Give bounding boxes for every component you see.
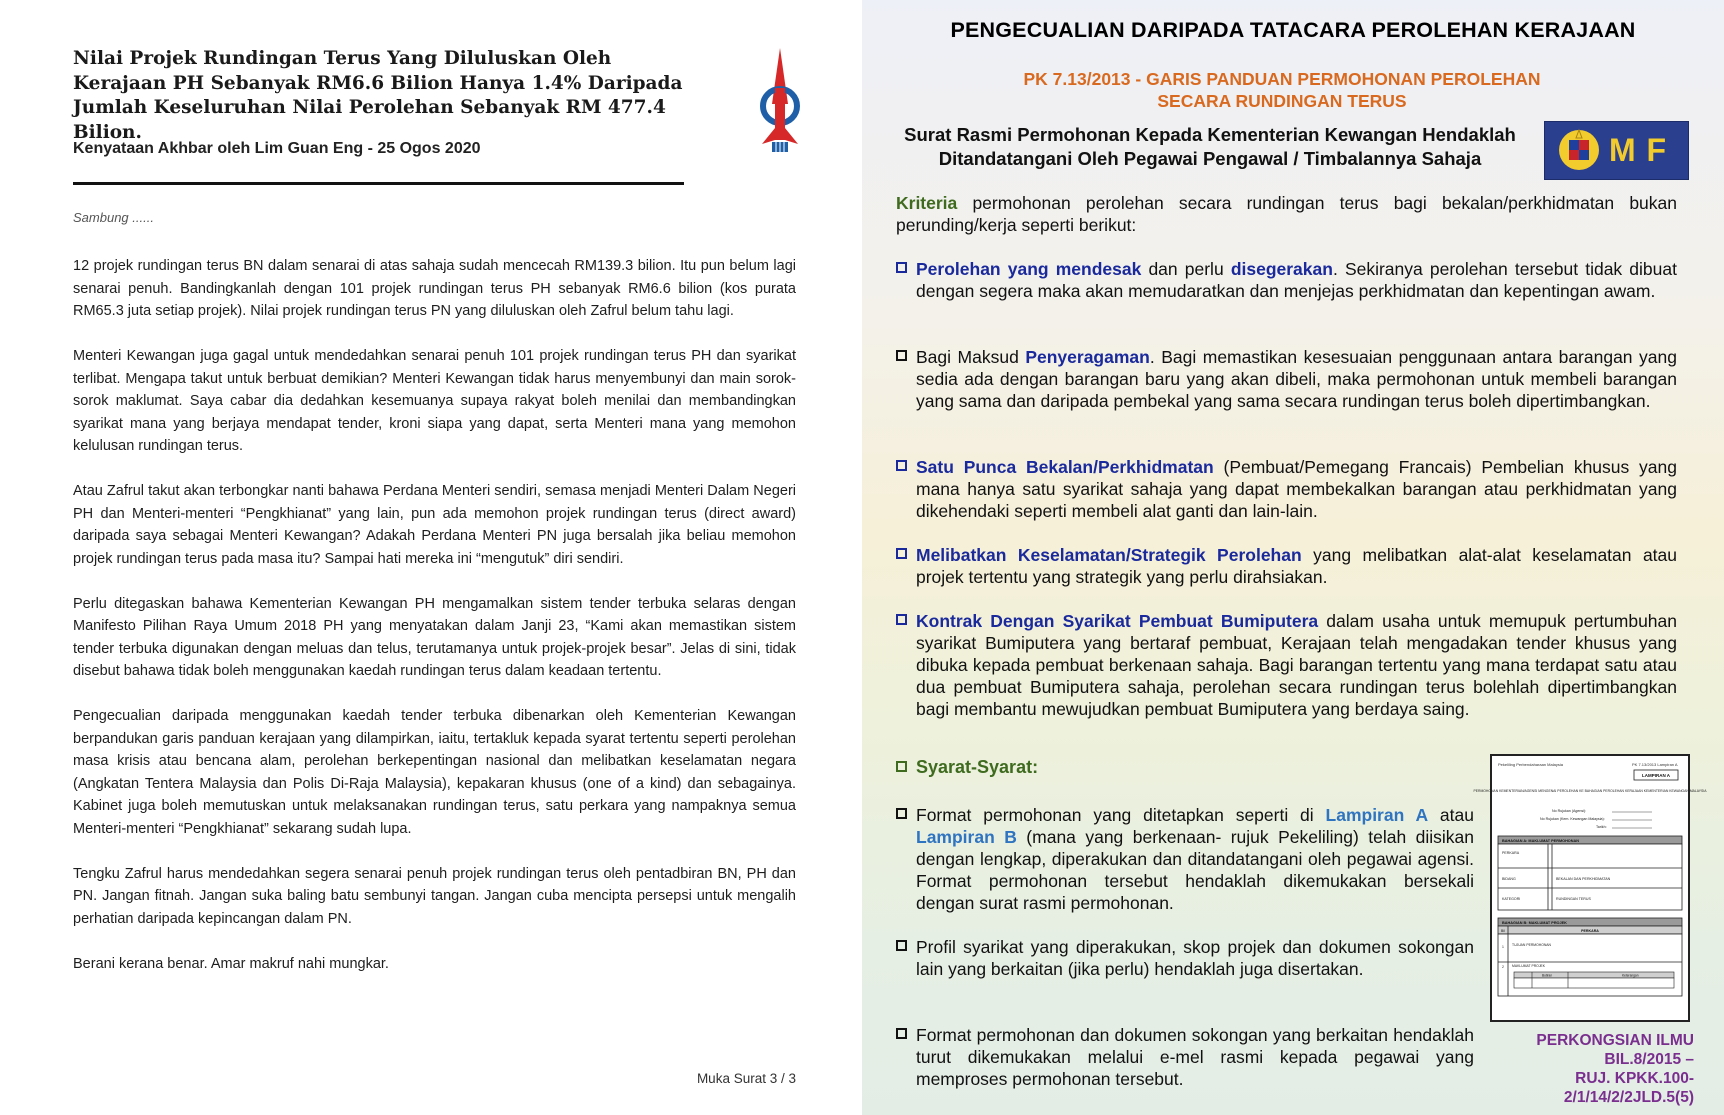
conditions-heading: Syarat-Syarat: xyxy=(896,757,1038,778)
criteria-highlight: Kontrak Dengan Syarikat Pembuat Bumiputera xyxy=(916,611,1319,631)
form-section-b: BAHAGIAN B: MAKLUMAT PROJEK xyxy=(1502,921,1567,925)
body-paragraph: Perlu ditegaskan bahawa Kementerian Kewangan PH mengamalkan sistem tender terbuka selaras dengan Manifesto Pilihan Raya Umum 2018 PH yang menyatakan dalam Janji 23, “Kami akan memastikan sistem tender terbuka digunakan dengan meluas dan telus, terutamanya untuk projek-projek besar”. Jelas di sini, tidak disebut bahawa tidak boleh menggunakan kaedah rundingan terus dalam keadaan tertentu. xyxy=(73,595,796,679)
checkbox-bullet-icon xyxy=(896,614,907,625)
continued-note: Sambung ...... xyxy=(73,210,154,225)
letter-line-1: Surat Rasmi Permohonan Kepada Kementerian Kewangan Hendaklah xyxy=(904,124,1516,145)
form-date-label: Tarikh: xyxy=(1596,825,1607,829)
svg-text:2: 2 xyxy=(1502,965,1504,969)
svg-text:1: 1 xyxy=(1502,945,1504,949)
form-header-right: PK 7.13/2013 Lampiran A xyxy=(1632,762,1678,767)
form-row-perkara: PERKARA xyxy=(1502,851,1520,855)
criteria-item: Melibatkan Keselamatan/Strategik Perolehan yang melibatkan alat-alat keselamatan atau projek tertentu yang strategik yang perlu dirahsiakan. xyxy=(896,544,1677,588)
coat-of-arms-icon xyxy=(1557,128,1601,172)
form-row-kategori-value: RUNDINGAN TERUS xyxy=(1556,897,1591,901)
criteria-highlight: Penyeragaman xyxy=(1025,347,1150,367)
checkbox-bullet-icon xyxy=(896,1028,907,1039)
circular-line-2: SECARA RUNDINGAN TERUS xyxy=(1157,91,1407,111)
form-thumbnail-drawing xyxy=(1473,756,1707,1020)
checkbox-bullet-icon xyxy=(896,262,907,273)
criteria-item: Satu Punca Bekalan/Perkhidmatan (Pembuat/Pemegang Francais) Pembelian khusus yang mana hanya satu syarikat sahaja yang dapat membekalkan barangan atau perkhidmatan yang dikehendaki seperti membeli alat ganti dan lain-lain. xyxy=(896,456,1677,522)
form-row-bidang-value: BEKALAN DAN PERKHIDMATAN xyxy=(1556,877,1611,881)
form-row-kategori: KATEGORI xyxy=(1502,897,1521,901)
condition-item: Format permohonan dan dokumen sokongan yang berkaitan hendaklah turut dikemukakan melalui e-mel rasmi kepada pegawai yang memproses permohonan tersebut. xyxy=(896,1024,1474,1090)
procurement-guideline-infographic xyxy=(862,0,1724,1115)
knowledge-sharing-ref xyxy=(1482,1031,1694,1107)
body-paragraph: Berani kerana benar. Amar makruf nahi mungkar. xyxy=(73,955,389,972)
form-b-row1: TUJUAN PERMOHONAN xyxy=(1512,943,1551,947)
form-header-left: Pekeliling Perbendaharaan Malaysia xyxy=(1498,762,1563,767)
criteria-highlight: disegerakan xyxy=(1230,259,1333,279)
lampiran-b-link[interactable]: Lampiran B xyxy=(916,827,1017,847)
criteria-intro-text: permohonan perolehan secara rundingan terus bagi bekalan/perkhidmatan bukan perunding/kerja seperti berikut: xyxy=(896,193,1677,235)
form-ref2-label: No Rujukan (Kem. Kewangan Malaysia): xyxy=(1540,817,1605,821)
footer-line-1: PERKONGSIAN ILMU xyxy=(1536,1032,1694,1049)
body-paragraph: Atau Zafrul takut akan terbongkar nanti bahawa Perdana Menteri sendiri, semasa menjadi Menteri Dalam Negeri PH dan Menteri-menteri “Pengkhianat” yang lain, pun ada memohon projek rundingan terus (direct award) daripada saya sebagai Menteri Kewangan? Adakah Perdana Menteri PN juga bersalah jika beliau memohon projek rundingan terus pada masa itu? Sampai hati mereka ini “mengutuk” diri sendiri. xyxy=(73,483,796,567)
footer-line-3: RUJ. KPKK.100- xyxy=(1575,1070,1694,1087)
press-headline: Nilai Projek Rundingan Terus Yang Diluluskan Oleh Kerajaan PH Sebanyak RM6.6 Bilion Hanya 1.4% Daripada Jumlah Keseluruhan Nilai Perolehan Sebanyak RM 477.4 Bilion. xyxy=(73,48,683,143)
criteria-intro xyxy=(896,192,1677,236)
circular-title xyxy=(892,68,1672,112)
form-b-sub1: Butiran xyxy=(1542,973,1553,978)
condition-item: Format permohonan yang ditetapkan seperti di Lampiran A atau Lampiran B (mana yang berkenaan- rujuk Pekeliling) telah diisikan dengan lengkap, diperakukan dan ditandatangani oleh pegawai agensi. Format permohonan tersebut hendaklah dikemukakan bersekali dengan surat rasmi permohonan. xyxy=(896,804,1474,914)
checkbox-bullet-icon xyxy=(896,350,907,361)
footer-line-4: 2/1/14/2/2JLD.5(5) xyxy=(1563,1089,1694,1106)
checkbox-bullet-icon xyxy=(896,940,907,951)
form-row-bidang: BIDANG xyxy=(1502,877,1516,881)
form-b-sub2: Keterangan xyxy=(1622,973,1639,978)
body-paragraph: 12 projek rundingan terus BN dalam senarai di atas sahaja sudah mencecah RM139.3 bilion. Itu pun belum lagi senarai penuh. Bandingkanlah dengan 101 projek rundingan terus PH sebanyak RM6.6 bilion (kos purata RM65.3 juta setiap projek). Nilai projek rundingan terus PN yang diluluskan oleh Zafrul belum tahu lagi. xyxy=(73,258,796,319)
condition-item: Profil syarikat yang diperakukan, skop projek dan dokumen sokongan lain yang berkaitan (jika perlu) hendaklah juga disertakan. xyxy=(896,936,1474,980)
form-ref-label: No Rujukan (Agensi): xyxy=(1552,809,1587,813)
form-col-perkara: PERKARA xyxy=(1581,929,1599,933)
circular-line-1: PK 7.13/2013 - GARIS PANDUAN PERMOHONAN PEROLEHAN xyxy=(1023,69,1541,89)
divider-rule xyxy=(73,182,684,185)
criteria-keyword: Kriteria xyxy=(896,193,958,213)
letter-requirement xyxy=(892,123,1528,171)
footer-line-2: BIL.8/2015 – xyxy=(1604,1051,1694,1068)
party-rocket-logo-icon xyxy=(750,48,810,156)
criteria-item: Perolehan yang mendesak dan perlu disegerakan. Sekiranya perolehan tersebut tidak dibuat dengan segera maka akan memudaratkan dan menjejas perkhidmatan dan kepentingan awam. xyxy=(896,258,1677,302)
press-subheadline: Kenyataan Akhbar oleh Lim Guan Eng - 25 Ogos 2020 xyxy=(73,140,481,157)
form-col-bil: Bil xyxy=(1501,929,1505,933)
form-tag: LAMPIRAN A xyxy=(1641,773,1671,778)
form-thumbnail xyxy=(1473,754,1707,1022)
form-section-a: BAHAGIAN A: MAKLUMAT PERMOHONAN xyxy=(1502,839,1579,843)
checkbox-bullet-icon xyxy=(896,808,907,819)
letter-line-2: Ditandatangani Oleh Pegawai Pengawal / Timbalannya Sahaja xyxy=(938,148,1482,169)
criteria-item: Bagi Maksud Penyeragaman. Bagi memastikan kesesuaian penggunaan antara barangan yang sedia ada dengan barangan baru yang akan dibeli, maka permohonan untuk membeli barangan yang sama dan daripada pembekal yang sama secara rundingan terus boleh dipertimbangkan. xyxy=(896,346,1677,412)
body-paragraph: Pengecualian daripada menggunakan kaedah tender terbuka dibenarkan oleh Kementerian Kewangan berpandukan garis panduan kerajaan yang dilampirkan, iaitu, tertakluk kepada syarat tertentu seperti perolehan masa krisis atau bencana alam, perolehan berkepentingan nasional dan melibatkan keselamatan negara (Angkatan Tentera Malaysia dan Polis Di-Raja Malaysia), kepakaran khusus (one of a kind) dan sebagainya. Kabinet juga boleh memutuskan untuk melaksanakan rundingan terus, satu perkara yang nampaknya semua Menteri-menteri “Pengkhianat” sekarang sudah lupa. xyxy=(73,708,796,837)
press-body xyxy=(73,255,796,998)
body-paragraph: Menteri Kewangan juga gagal untuk mendedahkan senarai penuh 101 projek rundingan terus PH dan syarikat terlibat. Mengapa takut untuk berbuat demikian? Menteri Kewangan tidak harus menyembunyi dan main sorok-sorok maklumat. Saya cabar dia dedahkan kesemuanya supaya rakyat boleh menilai dan membandingkan syarikat mana yang berjaya mendapat tender, kroni siapa yang dapat, serta Menteri mana yang memohon kelulusan rundingan terus. xyxy=(73,348,796,454)
mof-logo xyxy=(1544,121,1689,180)
lampiran-a-link[interactable]: Lampiran A xyxy=(1325,805,1429,825)
criteria-highlight: Satu Punca Bekalan/Perkhidmatan xyxy=(916,457,1214,477)
criteria-highlight: Perolehan yang mendesak xyxy=(916,259,1142,279)
form-title: PERMOHONAN KEMENTERIAN/AGENSI MENGENAI PEROLEHAN KE BAHAGIAN PEROLEHAN KERAJAAN KEMENTERIAN KEWANGAN MALAYSIA xyxy=(1473,789,1707,793)
body-paragraph: Tengku Zafrul harus mendedahkan segera senarai penuh projek rundingan terus oleh pentadbiran BN, PH dan PN. Jangan fitnah. Jangan suka baling batu sembunyi tangan. Jangan cuba mencipta persepsi untuk mengalih perhatian daripada kepincangan dalam PN. xyxy=(73,865,796,927)
criteria-highlight: Melibatkan Keselamatan/Strategik Perolehan xyxy=(916,545,1302,565)
mof-text: M F xyxy=(1609,132,1668,168)
checkbox-bullet-icon xyxy=(896,460,907,471)
criteria-item: Kontrak Dengan Syarikat Pembuat Bumiputera dalam usaha untuk memupuk pertumbuhan syarikat Bumiputera yang bertaraf pembuat, Kerajaan telah mengadakan tender khusus yang dibuka kepada pembuat berkenaan sahaja. Bagi barangan tertentu yang mana terdapat satu atau dua pembuat Bumiputera sahaja, perolehan secara rundingan terus bolehlah dipertimbangkan bagi membantu mewujudkan pembuat Bumiputera yang berdaya saing. xyxy=(896,610,1677,720)
checkbox-bullet-icon xyxy=(896,761,907,772)
form-b-row2: MAKLUMAT PROJEK xyxy=(1512,964,1546,968)
guide-title: PENGECUALIAN DARIPADA TATACARA PEROLEHAN KERAJAAN xyxy=(950,18,1636,42)
page-number: Muka Surat 3 / 3 xyxy=(696,1071,796,1086)
checkbox-bullet-icon xyxy=(896,548,907,559)
